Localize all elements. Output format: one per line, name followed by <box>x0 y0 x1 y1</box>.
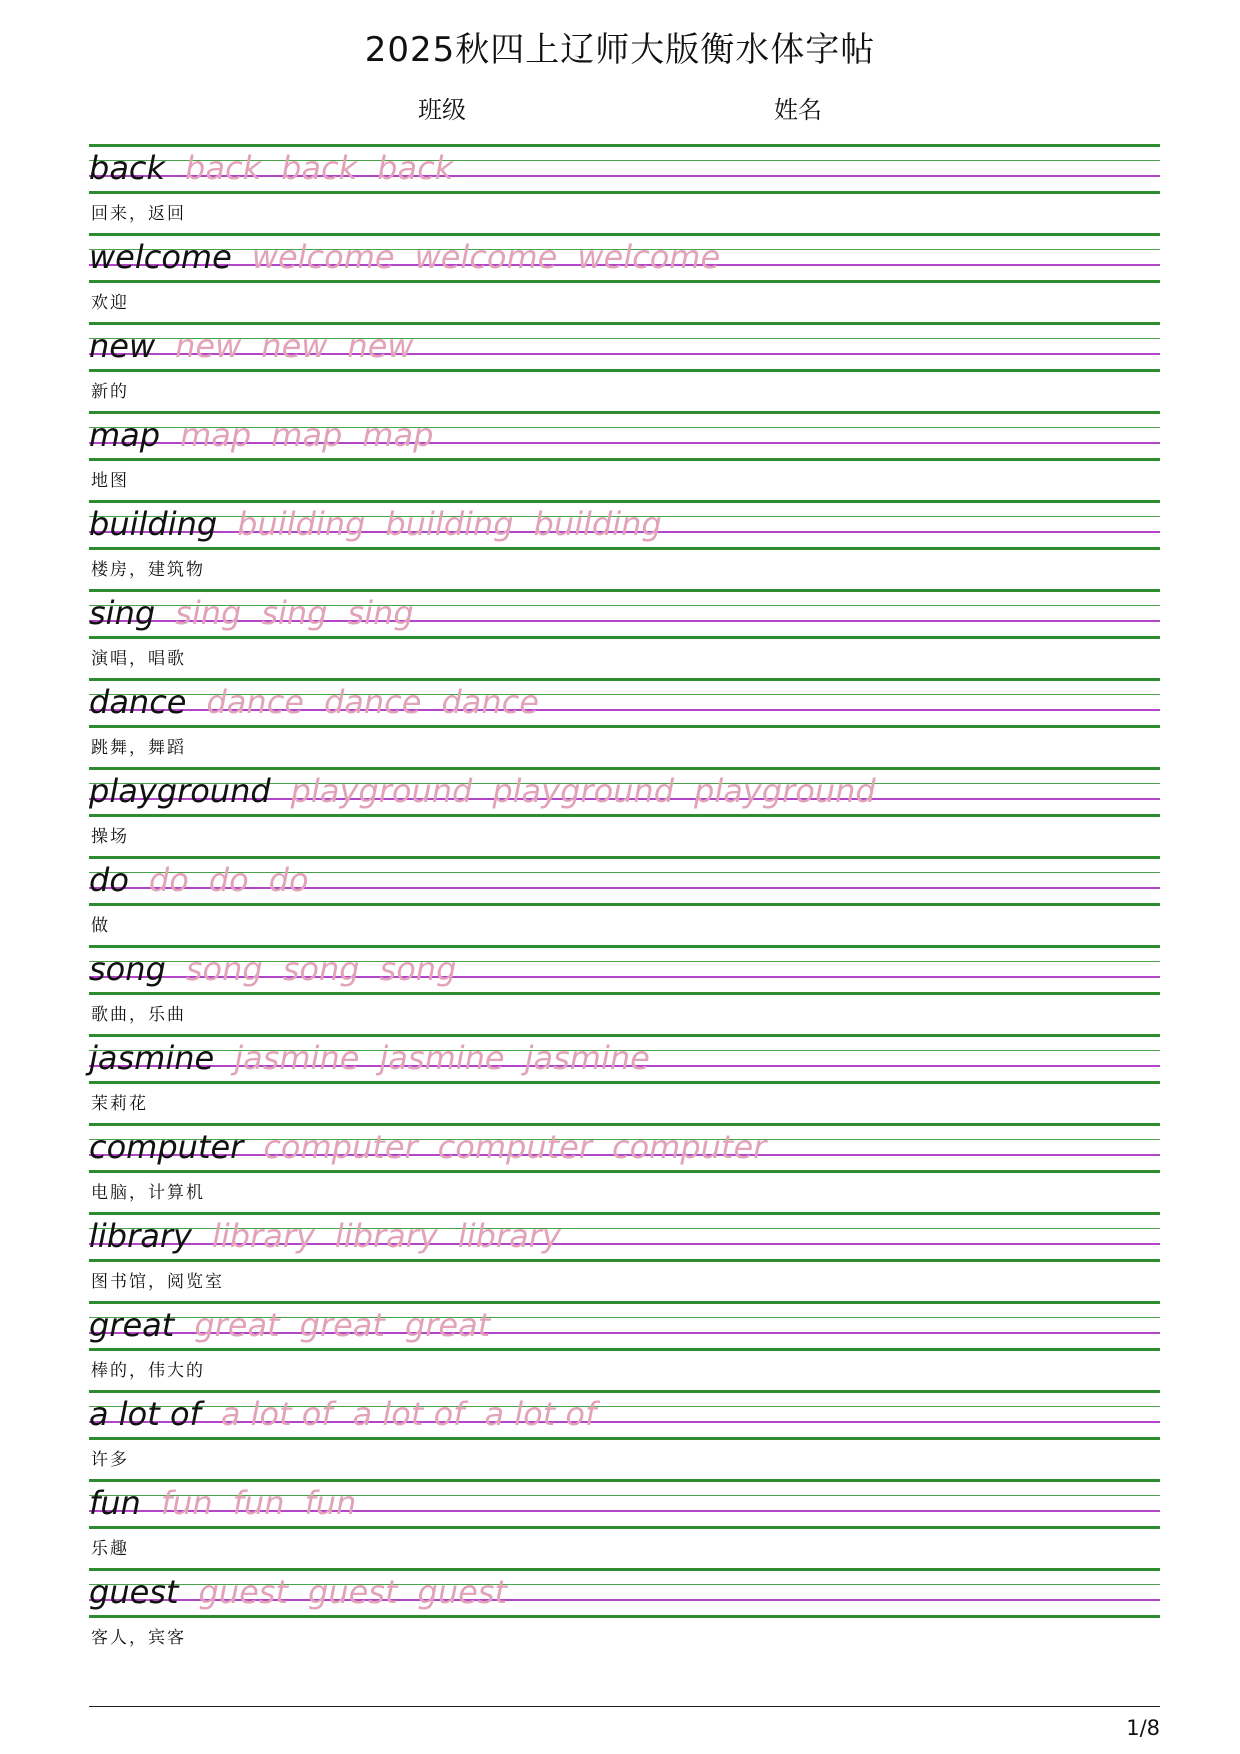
word-line <box>89 594 414 632</box>
trace-word: great <box>404 1306 491 1344</box>
guide-line <box>89 945 1160 948</box>
word-line <box>89 327 414 365</box>
trace-word: library <box>457 1217 561 1255</box>
class-field-label: 班级 <box>418 96 466 124</box>
word-meaning: 做 <box>91 916 110 936</box>
copybook-entry <box>89 233 1160 322</box>
guide-line <box>89 322 1160 325</box>
trace-word: do <box>148 861 189 899</box>
name-field-label: 姓名 <box>774 96 822 124</box>
word-line <box>89 1395 597 1433</box>
trace-word: playground <box>290 772 473 810</box>
trace-word: map <box>180 416 252 454</box>
vocab-word: new <box>89 327 156 365</box>
vocab-word: playground <box>89 772 271 810</box>
trace-word: map <box>271 416 343 454</box>
word-line <box>89 1128 767 1166</box>
copybook-entry <box>89 1301 1160 1390</box>
word-meaning: 地图 <box>91 471 129 491</box>
vocab-word: song <box>89 950 166 988</box>
trace-word: great <box>194 1306 280 1344</box>
word-meaning: 茉莉花 <box>91 1094 148 1114</box>
page-number: 1/8 <box>1126 1716 1160 1740</box>
word-meaning: 图书馆，阅览室 <box>91 1272 224 1292</box>
guide-line <box>89 369 1160 372</box>
guide-line <box>89 1081 1160 1084</box>
word-line <box>89 683 539 721</box>
trace-word: back <box>281 149 358 187</box>
trace-word: computer <box>611 1128 767 1166</box>
vocab-word: jasmine <box>89 1039 215 1077</box>
copybook-entry <box>89 1123 1160 1212</box>
word-line <box>89 149 454 187</box>
guide-line <box>89 1526 1160 1529</box>
trace-word: dance <box>323 683 422 721</box>
guide-line <box>89 1301 1160 1304</box>
trace-word: building <box>237 505 366 543</box>
copybook-entry <box>89 767 1160 856</box>
trace-word: jasmine <box>524 1039 650 1077</box>
copybook-entry <box>89 856 1160 945</box>
trace-word: welcome <box>414 238 558 276</box>
vocab-word: back <box>89 149 166 187</box>
copybook-entry <box>89 1034 1160 1123</box>
guide-line <box>89 589 1160 592</box>
guide-line <box>89 1479 1160 1482</box>
guide-line <box>89 903 1160 906</box>
trace-word: great <box>299 1306 385 1344</box>
word-meaning: 乐趣 <box>91 1539 129 1559</box>
guide-line <box>89 280 1160 283</box>
trace-word: back <box>377 149 454 187</box>
trace-word: welcome <box>577 238 721 276</box>
guide-line <box>89 1212 1160 1215</box>
copybook-entry <box>89 1479 1160 1568</box>
footer-divider <box>89 1706 1160 1707</box>
guide-line <box>89 1170 1160 1173</box>
trace-word: song <box>185 950 263 988</box>
trace-word: welcome <box>251 238 395 276</box>
guide-line <box>89 1615 1160 1618</box>
word-meaning: 许多 <box>91 1450 129 1470</box>
guide-line <box>89 547 1160 550</box>
guide-line <box>89 814 1160 817</box>
trace-word: playground <box>492 772 675 810</box>
guide-line <box>89 725 1160 728</box>
trace-word: sing <box>175 594 242 632</box>
trace-word: building <box>385 505 514 543</box>
trace-word: dance <box>206 683 304 721</box>
copybook-entry <box>89 945 1160 1034</box>
guide-line <box>89 1437 1160 1440</box>
guide-line <box>89 767 1160 770</box>
trace-word: fun <box>160 1484 213 1522</box>
guide-line <box>89 1568 1160 1571</box>
trace-word: library <box>334 1217 438 1255</box>
guide-line <box>89 1390 1160 1393</box>
trace-word: a lot of <box>352 1395 465 1433</box>
word-line <box>89 1484 357 1522</box>
word-line <box>89 1573 507 1611</box>
copybook-entry <box>89 500 1160 589</box>
word-meaning: 棒的，伟大的 <box>91 1361 205 1381</box>
word-line <box>89 1217 561 1255</box>
copybook-entry <box>89 678 1160 767</box>
guide-line <box>89 458 1160 461</box>
trace-word: a lot of <box>220 1395 333 1433</box>
vocab-word: guest <box>89 1573 179 1611</box>
trace-word: building <box>533 505 662 543</box>
word-meaning: 欢迎 <box>91 293 129 313</box>
trace-word: guest <box>308 1573 398 1611</box>
trace-word: map <box>362 416 434 454</box>
copybook-entry <box>89 144 1160 233</box>
guide-line <box>89 1034 1160 1037</box>
trace-word: library <box>211 1217 315 1255</box>
trace-word: a lot of <box>484 1395 597 1433</box>
word-line <box>89 1306 491 1344</box>
trace-word: computer <box>437 1128 592 1166</box>
guide-line <box>89 992 1160 995</box>
trace-word: sing <box>261 594 328 632</box>
vocab-word: dance <box>89 683 187 721</box>
trace-word: song <box>379 950 457 988</box>
word-meaning: 电脑，计算机 <box>91 1183 205 1203</box>
guide-line <box>89 191 1160 194</box>
word-line <box>89 238 721 276</box>
word-meaning: 楼房，建筑物 <box>91 560 205 580</box>
word-meaning: 新的 <box>91 382 129 402</box>
trace-word: song <box>282 950 360 988</box>
guide-line <box>89 636 1160 639</box>
vocab-word: sing <box>89 594 156 632</box>
vocab-word: building <box>89 505 218 543</box>
guide-line <box>89 411 1160 414</box>
copybook-entry <box>89 1568 1160 1657</box>
trace-word: back <box>185 149 262 187</box>
page-title: 2025秋四上辽师大版衡水体字帖 <box>364 30 876 70</box>
copybook-entry <box>89 1390 1160 1479</box>
copybook-entry <box>89 411 1160 500</box>
trace-word: jasmine <box>234 1039 360 1077</box>
vocab-word: computer <box>89 1128 244 1166</box>
copybook-entry <box>89 322 1160 411</box>
word-line <box>89 416 434 454</box>
trace-word: new <box>261 327 328 365</box>
trace-word: guest <box>417 1573 507 1611</box>
guide-line <box>89 1123 1160 1126</box>
trace-word: new <box>175 327 242 365</box>
guide-line <box>89 144 1160 147</box>
word-meaning: 回来，返回 <box>91 204 186 224</box>
vocab-word: great <box>89 1306 175 1344</box>
guide-line <box>89 856 1160 859</box>
trace-word: do <box>268 861 309 899</box>
guide-line <box>89 233 1160 236</box>
guide-line <box>89 1259 1160 1262</box>
guide-line <box>89 678 1160 681</box>
word-meaning: 操场 <box>91 827 129 847</box>
trace-word: dance <box>441 683 539 721</box>
trace-word: sing <box>347 594 414 632</box>
copybook-entry <box>89 589 1160 678</box>
trace-word: fun <box>232 1484 285 1522</box>
vocab-word: welcome <box>89 238 232 276</box>
guide-line <box>89 500 1160 503</box>
vocab-word: do <box>89 861 129 899</box>
word-meaning: 演唱，唱歌 <box>91 649 186 669</box>
word-line <box>89 772 876 810</box>
word-line <box>89 861 309 899</box>
trace-word: fun <box>304 1484 357 1522</box>
guide-line <box>89 1348 1160 1351</box>
trace-word: playground <box>694 772 876 810</box>
word-line <box>89 950 457 988</box>
word-meaning: 跳舞，舞蹈 <box>91 738 186 758</box>
trace-word: do <box>208 861 249 899</box>
copybook-entry <box>89 1212 1160 1301</box>
copybook-sheet <box>89 144 1160 1657</box>
trace-word: new <box>347 327 414 365</box>
vocab-word: a lot of <box>89 1395 201 1433</box>
trace-word: computer <box>263 1128 418 1166</box>
trace-word: guest <box>198 1573 288 1611</box>
word-meaning: 客人，宾客 <box>91 1628 186 1648</box>
vocab-word: library <box>89 1217 192 1255</box>
trace-word: jasmine <box>379 1039 505 1077</box>
word-meaning: 歌曲，乐曲 <box>91 1005 186 1025</box>
word-line <box>89 1039 650 1077</box>
word-line <box>89 505 662 543</box>
vocab-word: fun <box>89 1484 141 1522</box>
vocab-word: map <box>89 416 161 454</box>
